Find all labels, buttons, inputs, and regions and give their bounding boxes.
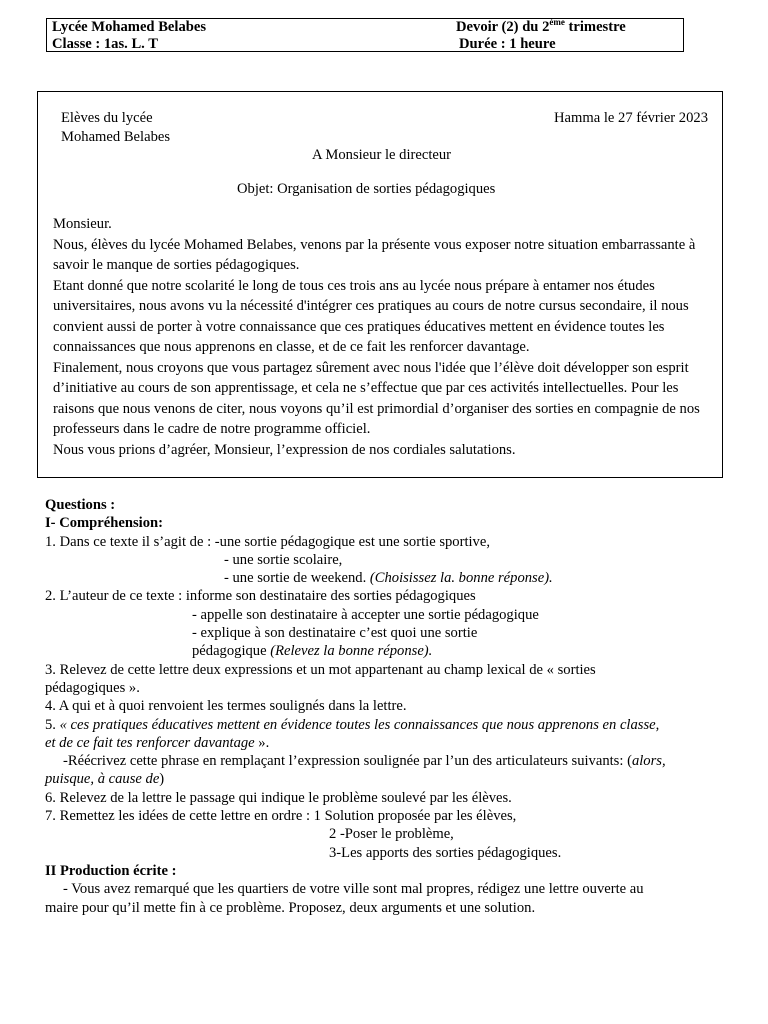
question-1-line-2: - une sortie scolaire, [224, 551, 343, 568]
question-1-line-3: - une sortie de weekend. (Choisissez la. bonne réponse). [224, 570, 553, 587]
school-name: Lycée Mohamed Belabes [52, 19, 207, 35]
production-line-2: maire pour qu’il mette fin à ce problème. Proposez, deux arguments et une solution. [45, 899, 536, 916]
question-5-line-3: -Réécrivez cette phrase en remplaçant l’expression soulignée par l’un des articulateurs suivants: (alors, [63, 753, 666, 770]
production-line-1: - Vous avez remarqué que les quartiers de votre ville sont mal propres, rédigez une lettre ouverte au [63, 881, 644, 898]
letter-object: Objet: Organisation de sorties pédagogiques [237, 181, 496, 197]
question-4: 4. A qui et à quoi renvoient les termes soulignés dans la lettre. [45, 698, 407, 715]
letter-text-box [37, 91, 723, 478]
class-label: Classe : 1as. L. T [52, 36, 158, 52]
questions-section [45, 496, 705, 917]
paragraph-2: Etant donné que notre scolarité le long de tous ces trois ans au lycée nous prépare à entamer nos études universitaires, nous avons vu la nécessité d'intégrer ces pratiques au cours de notre cursus secondaire, il nous convient aussi de porter à votre connaissance que ces pratiques éducatives mettent en évidence toutes les connaissances que nous apprenons en classe, et de ce fait les renforcer davantage. [53, 277, 689, 355]
question-3-line-2: pédagogiques ». [45, 679, 140, 696]
question-7-line-3: 3-Les apports des sorties pédagogiques. [329, 844, 562, 861]
exam-header [46, 18, 684, 52]
salutation: Monsieur. [53, 216, 112, 232]
question-2-line-4: pédagogique (Relevez la bonne réponse). [192, 643, 433, 660]
place-date: Hamma le 27 février 2023 [554, 110, 708, 126]
question-7-line-2: 2 -Poser le problème, [329, 826, 454, 843]
question-1-line-1: 1. Dans ce texte il s’agit de : -une sortie pédagogique est une sortie sportive, [45, 533, 490, 550]
question-7-line-1: 7. Remettez les idées de cette lettre en ordre : 1 Solution proposée par les élèves, [45, 808, 517, 825]
questions-title: Questions : [45, 497, 116, 513]
recipient: A Monsieur le directeur [312, 147, 452, 163]
section-production: II Production écrite : [45, 862, 177, 879]
question-6: 6. Relevez de la lettre le passage qui indique le problème soulevé par les élèves. [45, 789, 512, 806]
exam-title: Devoir (2) du 2ème trimestre [456, 17, 626, 35]
question-5-line-2: et de ce fait tes renforcer davantage ». [45, 734, 270, 751]
paragraph-3: Finalement, nous croyons que vous partagez sûrement avec nous l'idée que l’élève doit développer son esprit d’initiative au cours de son apprentissage, et cela ne s’effectue que par ces activités intellectuelles. Pour les raisons que nous venons de citer, nous voyons qu’il est primordial d’organiser des sorties en compagnie de nos professeurs dans le cadre de notre programme officiel. [53, 359, 700, 437]
question-2-line-1: 2. L’auteur de ce texte : informe son destinataire des sorties pédagogiques [45, 588, 476, 605]
question-5-line-1: 5. « ces pratiques éducatives mettent en évidence toutes les connaissances que nous apprenons en classe, [45, 716, 660, 733]
sender-line-1: Elèves du lycée [61, 110, 153, 126]
paragraph-1: Nous, élèves du lycée Mohamed Belabes, venons par la présente vous exposer notre situation embarrassante à savoir le manque de sorties pédagogiques. [53, 236, 696, 273]
section-comprehension: I- Compréhension: [45, 515, 163, 532]
question-2-line-2: - appelle son destinataire à accepter une sortie pédagogique [192, 606, 539, 623]
question-5-line-4: puisque, à cause de) [45, 771, 165, 788]
paragraph-4: Nous vous prions d’agréer, Monsieur, l’expression de nos cordiales salutations. [53, 441, 516, 458]
duration-label: Durée : 1 heure [459, 36, 556, 52]
question-2-line-3: - explique à son destinataire c’est quoi une sortie [192, 625, 478, 642]
sender-line-2: Mohamed Belabes [61, 129, 171, 145]
question-3-line-1: 3. Relevez de cette lettre deux expressions et un mot appartenant au champ lexical de « sorties [45, 661, 596, 678]
letter-body [42, 214, 718, 460]
